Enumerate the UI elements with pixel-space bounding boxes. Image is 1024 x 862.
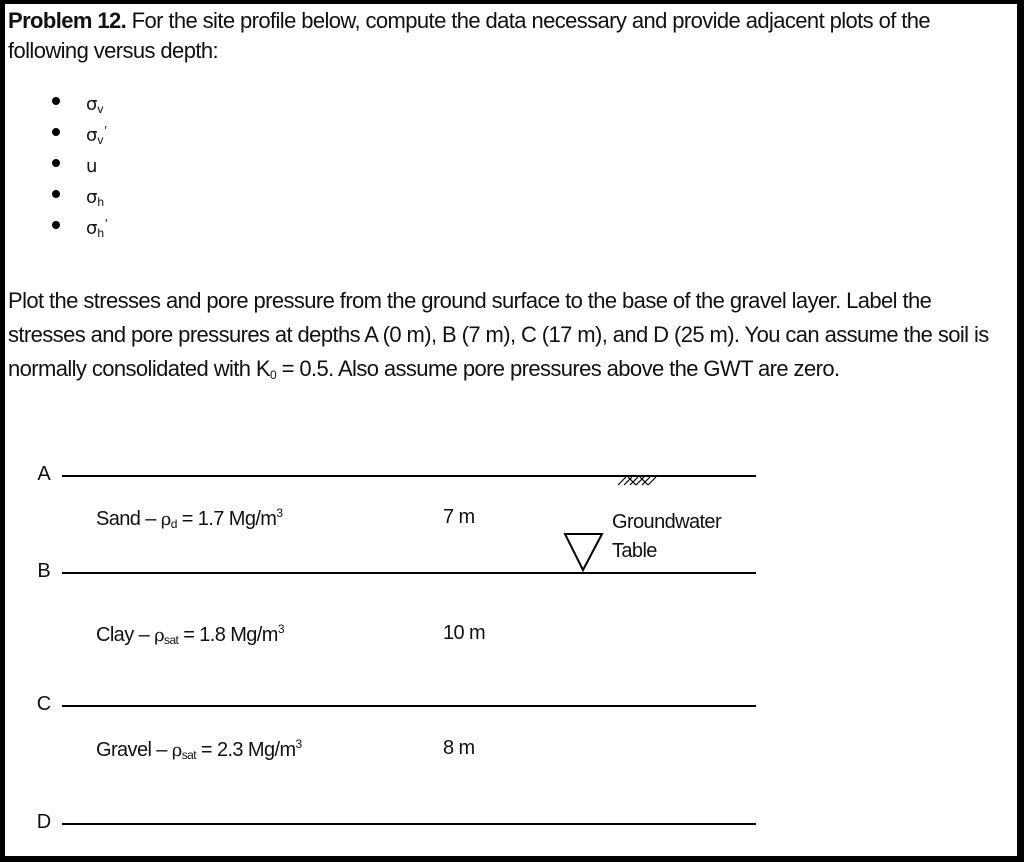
clay-layer-label: Clay – ρsat = 1.8 $Mg/m^3$ (96, 622, 284, 647)
list-item: $\sigma_v'$ (52, 119, 108, 150)
gravel-thickness: 8 m (443, 737, 475, 759)
groundwater-table-label: Groundwater Table (612, 511, 722, 562)
list-item: $\sigma_h$ (52, 181, 108, 212)
list-item: $\sigma_v$ (52, 88, 108, 119)
problem-intro-text: For the site profile below, compute the data necessary and provide adjacent plots of the following versus depth: (8, 8, 931, 63)
clay-thickness: 10 m (443, 622, 486, 644)
ground-hatch-icon (618, 477, 656, 485)
gravel-layer-label: Gravel – ρsat = 2.3 $Mg/m^3$ (96, 737, 302, 762)
list-item: u (52, 150, 108, 181)
depth-label-b: B (37, 560, 51, 582)
instructions-paragraph: Plot the stresses and pore pressure from the ground surface to the base of the gravel layer. Label the stresses and pore pressures at depths A (0 m), B (7 m), C (17 m), and D (25 m). You can assume the soil is normally consolidated with $K_0 = 0.5$. Also assume pore pressures above the GWT are zero. (8, 288, 989, 382)
depth-label-c: C (36, 693, 52, 715)
depth-label-d: D (36, 811, 52, 833)
sand-layer-label: Sand – ρd = 1.7 $Mg/m^3$ (96, 506, 283, 531)
sand-thickness: 7 m (443, 506, 475, 528)
problem-label: Problem 12. (8, 8, 127, 33)
depth-label-a: A (37, 463, 51, 485)
water-table-triangle-icon (565, 534, 602, 570)
list-item: $\sigma_h'$ (52, 212, 108, 243)
